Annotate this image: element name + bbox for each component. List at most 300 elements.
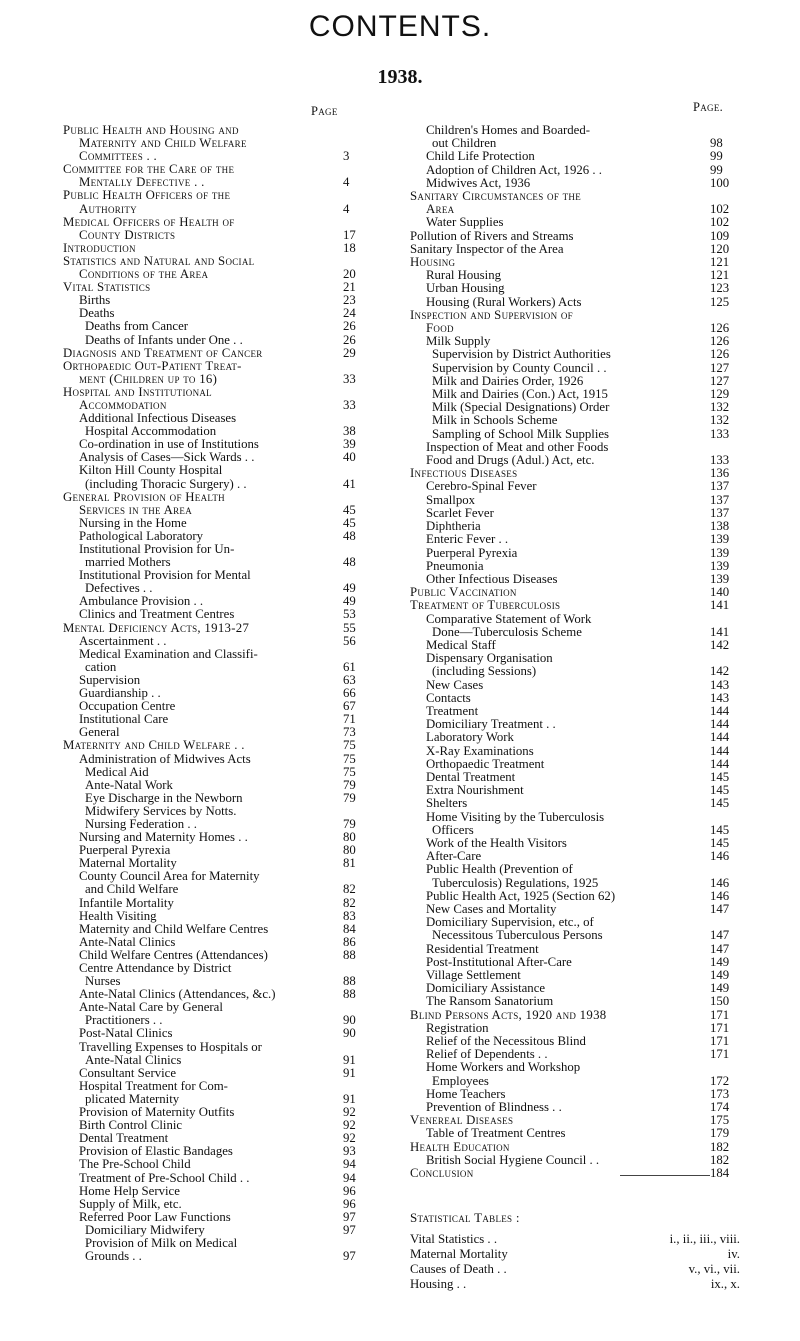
toc-entry — [410, 164, 740, 177]
toc-entry-page: 96 — [343, 1183, 356, 1198]
toc-entry-page: 150 — [710, 994, 730, 1009]
toc-entry-page: 81 — [343, 856, 356, 871]
toc-entry-page: 92 — [343, 1131, 356, 1146]
toc-entry-page: 102 — [710, 215, 730, 230]
toc-entry-title: Conclusion — [410, 1166, 474, 1181]
toc-entry — [63, 478, 373, 491]
toc-entry — [63, 360, 373, 373]
toc-entry-page: 146 — [710, 875, 730, 890]
toc-entry — [63, 203, 373, 216]
toc-entry-page: 90 — [343, 1013, 356, 1028]
toc-entry-page: 56 — [343, 633, 356, 648]
toc-entry-title: Venereal Diseases — [410, 1113, 514, 1128]
toc-entry-title: Rural Housing — [426, 268, 502, 283]
toc-entry-title: Orthopaedic Treatment — [426, 756, 545, 771]
toc-entry-title: Puerperal Pyrexia — [79, 843, 171, 858]
toc-entry-title: Committee for the Care of the — [63, 162, 235, 177]
toc-entry-title: X-Ray Examinations — [426, 743, 534, 758]
toc-entry — [410, 243, 740, 256]
toc-entry — [63, 1027, 373, 1040]
toc-entry-page: 147 — [710, 928, 730, 943]
toc-entry-title: Child Welfare Centres (Attendances) — [79, 947, 268, 962]
toc-entry-page: 29 — [343, 345, 356, 360]
toc-entry-title: Travelling Expenses to Hospitals or — [79, 1039, 262, 1054]
toc-entry — [63, 229, 373, 242]
toc-entry-title: Housing — [410, 255, 456, 270]
toc-entry-title: Inspection of Meat and other Foods — [426, 439, 609, 454]
toc-entry-page: 98 — [710, 136, 723, 151]
toc-entry-page: 49 — [343, 581, 356, 596]
toc-entry-title: After-Care — [426, 849, 482, 864]
toc-entry-page: 91 — [343, 1065, 356, 1080]
toc-entry-title: Food — [426, 321, 454, 336]
toc-entry-title: Public Vaccination — [410, 585, 517, 600]
toc-entry-title: Vital Statistics — [63, 280, 151, 295]
toc-entry-page: 26 — [343, 332, 356, 347]
toc-entry-page: 126 — [710, 347, 730, 362]
toc-entry-title: (including Sessions) — [432, 664, 537, 679]
toc-entry-page: 141 — [710, 624, 730, 639]
toc-entry-title: Scarlet Fever — [426, 505, 494, 520]
toc-entry-title: Guardianship . . — [79, 686, 161, 701]
toc-entry-title: Institutional Provision for Un- — [79, 542, 235, 556]
toc-entry — [63, 464, 373, 477]
toc-entry-page: 182 — [710, 1152, 730, 1167]
toc-entry-title: Deaths from Cancer — [85, 319, 189, 334]
toc-entry-page: 71 — [343, 712, 356, 727]
toc-entry — [63, 792, 373, 805]
toc-entry-page: 145 — [710, 835, 730, 850]
toc-entry-title: Maternity and Child Welfare Centres — [79, 921, 269, 936]
toc-entry — [63, 622, 373, 635]
toc-entry-page: 144 — [710, 703, 730, 718]
toc-entry-title: Dental Treatment — [426, 769, 516, 784]
toc-entry-page: 49 — [343, 594, 356, 609]
toc-entry-page: 145 — [710, 783, 730, 798]
toc-entry-page: 137 — [710, 492, 730, 507]
toc-entry-page: 33 — [343, 371, 356, 386]
stat-table-pages: iv. — [727, 1247, 740, 1261]
toc-entry-title: Provision of Maternity Outfits — [79, 1105, 235, 1120]
toc-entry-title: Shelters — [426, 796, 468, 811]
toc-entry — [410, 679, 740, 692]
toc-entry-title: Midwifery Services by Notts. — [85, 803, 237, 818]
toc-entry-page: 92 — [343, 1118, 356, 1133]
toc-entry — [63, 517, 373, 530]
contents-heading: CONTENTS. — [308, 10, 492, 43]
toc-entry-page: 97 — [343, 1249, 356, 1264]
toc-entry-page: 82 — [343, 882, 356, 897]
toc-entry-page: 83 — [343, 908, 356, 923]
toc-entry-title: Employees — [432, 1073, 489, 1088]
toc-entry — [63, 936, 373, 949]
toc-entry-title: Public Health (Prevention of — [426, 862, 573, 877]
toc-entry-title: Cerebro-Spinal Fever — [426, 479, 537, 494]
toc-entry — [63, 373, 373, 386]
toc-entry-title: Diagnosis and Treatment of Cancer — [63, 345, 263, 360]
toc-entry — [410, 533, 740, 546]
toc-entry-title: Analysis of Cases—Sick Wards . . — [79, 450, 255, 465]
toc-entry-title: Home Help Service — [79, 1183, 180, 1198]
toc-entry-page: 94 — [343, 1157, 356, 1172]
toc-entry — [63, 320, 373, 333]
toc-entry-title: Relief of the Necessitous Blind — [426, 1034, 586, 1049]
toc-entry-title: Grounds . . — [85, 1249, 142, 1264]
toc-entry-title: Maternal Mortality — [79, 856, 177, 871]
toc-entry-title: Ante-Natal Clinics — [85, 1052, 182, 1067]
toc-entry-title: Mentally Defective . . — [79, 175, 205, 190]
toc-entry-page: 88 — [343, 947, 356, 962]
toc-entry-title: Introduction — [63, 240, 136, 255]
toc-entry — [63, 779, 373, 792]
toc-entry-title: Nursing in the Home — [79, 515, 187, 530]
toc-entry-title: out Children — [432, 136, 497, 151]
toc-entry — [410, 613, 740, 626]
toc-entry-title: Necessitous Tuberculous Persons — [432, 928, 603, 943]
toc-entry-page: 55 — [343, 620, 356, 635]
toc-entry-title: Ante-Natal Care by General — [79, 1000, 223, 1015]
toc-entry-page: 138 — [710, 519, 730, 534]
toc-entry-page: 24 — [343, 306, 356, 321]
toc-entry-title: Conditions of the Area — [79, 267, 209, 282]
toc-entry-title: Public Health and Housing and — [63, 123, 239, 137]
toc-entry-page: 94 — [343, 1170, 356, 1185]
toc-entry-page: 136 — [710, 466, 730, 481]
toc-entry-title: Officers — [432, 822, 474, 837]
toc-entry — [410, 599, 740, 612]
toc-entry-title: Institutional Provision for Mental — [79, 568, 251, 583]
toc-entry-page: 40 — [343, 450, 356, 465]
toc-entry-title: Home Workers and Workshop — [426, 1060, 581, 1075]
toc-entry-page: 174 — [710, 1100, 730, 1115]
toc-entry-page: 84 — [343, 921, 356, 936]
toc-entry-page: 171 — [710, 1034, 730, 1049]
toc-entry — [63, 1211, 373, 1224]
toc-entry-title: Supervision by County Council . . — [432, 360, 607, 375]
toc-entry — [410, 1167, 740, 1180]
toc-entry-title: Diphtheria — [426, 519, 481, 534]
toc-entry-title: Maternity and Child Welfare . . — [63, 738, 245, 753]
toc-entry-title: Ante-Natal Clinics (Attendances, &c.) — [79, 987, 276, 1002]
toc-entry-title: Residential Treatment — [426, 941, 539, 956]
toc-entry-title: New Cases — [426, 677, 484, 692]
toc-entry — [63, 242, 373, 255]
toc-entry-page: 179 — [710, 1126, 730, 1141]
toc-entry-page: 20 — [343, 267, 356, 282]
toc-entry-page: 99 — [710, 162, 723, 177]
toc-entry — [410, 626, 740, 639]
toc-entry — [410, 797, 740, 810]
toc-entry — [63, 1067, 373, 1080]
toc-entry — [410, 216, 740, 229]
toc-entry-page: 141 — [710, 598, 730, 613]
toc-entry — [410, 943, 740, 956]
toc-entry-title: Domiciliary Midwifery — [85, 1222, 205, 1237]
toc-entry-page: 3 — [343, 149, 350, 164]
toc-entry — [410, 480, 740, 493]
toc-entry-page: 149 — [710, 981, 730, 996]
toc-entry-page: 126 — [710, 321, 730, 336]
toc-entry-title: Milk Supply — [426, 334, 491, 349]
toc-entry-page: 26 — [343, 319, 356, 334]
toc-entry-page: 173 — [710, 1086, 730, 1101]
stat-table-entry — [410, 1277, 740, 1292]
toc-entry-page: 144 — [710, 756, 730, 771]
toc-entry-title: General — [79, 725, 120, 740]
toc-entry-title: Extra Nourishment — [426, 783, 524, 798]
toc-entry-title: Domiciliary Supervision, etc., of — [426, 915, 594, 930]
stat-table-pages: i., ii., iii., viii. — [669, 1232, 740, 1246]
toc-entry — [410, 1009, 740, 1022]
toc-entry — [410, 995, 740, 1008]
statistical-tables-title: Statistical Tables : — [410, 1210, 520, 1225]
toc-entry — [63, 1198, 373, 1211]
toc-entry-title: Dispensary Organisation — [426, 651, 553, 666]
toc-entry-page: 97 — [343, 1222, 356, 1237]
toc-entry — [63, 923, 373, 936]
toc-entry-title: Child Life Protection — [426, 149, 535, 164]
toc-entry-title: Deaths of Infants under One . . — [85, 332, 243, 347]
toc-entry-title: Ambulance Provision . . — [79, 594, 204, 609]
toc-entry-page: 4 — [343, 201, 350, 216]
toc-entry-title: The Ransom Sanatorium — [426, 994, 554, 1009]
toc-entry-title: Nursing Federation . . — [85, 816, 197, 831]
toc-entry-page: 39 — [343, 437, 356, 452]
toc-entry — [63, 910, 373, 923]
toc-entry-title: Pathological Laboratory — [79, 528, 204, 543]
toc-entry — [63, 504, 373, 517]
toc-entry-title: Pollution of Rivers and Streams — [410, 228, 574, 243]
toc-entry-page: 144 — [710, 730, 730, 745]
toc-entry-title: Puerperal Pyrexia — [426, 545, 518, 560]
toc-entry-page: 144 — [710, 743, 730, 758]
toc-entry — [63, 753, 373, 766]
toc-entry-title: Comparative Statement of Work — [426, 611, 592, 626]
toc-entry-title: County Council Area for Maternity — [79, 869, 260, 884]
toc-entry — [410, 414, 740, 427]
toc-entry-title: Maternity and Child Welfare — [79, 136, 247, 151]
toc-entry-page: 139 — [710, 532, 730, 547]
toc-entry — [410, 309, 740, 322]
toc-entry-page: 182 — [710, 1139, 730, 1154]
toc-entry-title: Prevention of Blindness . . — [426, 1100, 562, 1115]
toc-entry-page: 23 — [343, 293, 356, 308]
toc-entry-page: 66 — [343, 686, 356, 701]
toc-entry-title: The Pre-School Child — [79, 1157, 191, 1172]
toc-entry-title: Milk (Special Designations) Order — [432, 400, 610, 415]
toc-entry-title: Water Supplies — [426, 215, 504, 230]
toc-entry-page: 97 — [343, 1209, 356, 1224]
toc-entry-page: 91 — [343, 1091, 356, 1106]
toc-entry-title: Ante-Natal Work — [85, 777, 173, 792]
toc-entry — [410, 348, 740, 361]
stat-table-title: Housing . . — [410, 1277, 467, 1291]
toc-entry-title: Provision of Milk on Medical — [85, 1235, 238, 1250]
toc-entry-page: 73 — [343, 725, 356, 740]
toc-entry-title: Referred Poor Law Functions — [79, 1209, 231, 1224]
toc-entry — [63, 1041, 373, 1054]
toc-entry-title: Health Visiting — [79, 908, 157, 923]
toc-entry-page: 88 — [343, 987, 356, 1002]
toc-entry — [63, 1054, 373, 1067]
toc-entry-page: 184 — [710, 1166, 730, 1181]
toc-entry-page: 143 — [710, 690, 730, 705]
toc-entry-page: 172 — [710, 1073, 730, 1088]
toc-entry-page: 96 — [343, 1196, 356, 1211]
toc-entry — [410, 863, 740, 876]
toc-entry-page: 144 — [710, 717, 730, 732]
toc-entry — [63, 805, 373, 818]
toc-entry — [410, 190, 740, 203]
right-page-label: Page. — [693, 100, 724, 114]
toc-entry-title: Smallpox — [426, 492, 476, 507]
toc-entry-title: New Cases and Mortality — [426, 901, 557, 916]
toc-entry-page: 102 — [710, 202, 730, 217]
toc-entry-page: 79 — [343, 790, 356, 805]
toc-entry — [63, 386, 373, 399]
toc-entry-page: 100 — [710, 175, 730, 190]
toc-entry-title: Relief of Dependents . . — [426, 1047, 548, 1062]
toc-entry-title: cation — [85, 659, 117, 674]
toc-entry-title: Enteric Fever . . — [426, 532, 509, 547]
toc-entry-page: 80 — [343, 830, 356, 845]
toc-entry-page: 143 — [710, 677, 730, 692]
toc-entry — [63, 608, 373, 621]
toc-entry-page: 41 — [343, 476, 356, 491]
toc-entry-title: Births — [79, 293, 111, 308]
stat-table-title: Maternal Mortality — [410, 1247, 508, 1261]
toc-entry-page: 48 — [343, 555, 356, 570]
toc-entry-title: Urban Housing — [426, 281, 505, 296]
toc-entry — [410, 150, 740, 163]
toc-entry-title: Contacts — [426, 690, 471, 705]
toc-entry-page: 99 — [710, 149, 723, 164]
toc-entry-page: 53 — [343, 607, 356, 622]
stat-table-title: Vital Statistics . . — [410, 1232, 498, 1246]
toc-entry-title: Dental Treatment — [79, 1131, 169, 1146]
toc-entry-page: 146 — [710, 888, 730, 903]
toc-entry — [63, 661, 373, 674]
toc-entry-page: 140 — [710, 585, 730, 600]
toc-entry-page: 121 — [710, 268, 730, 283]
toc-entry-page: 133 — [710, 426, 730, 441]
toc-entry-title: Supervision by District Authorities — [432, 347, 611, 362]
toc-entry — [63, 189, 373, 202]
toc-entry — [410, 362, 740, 375]
toc-entry-title: Committees . . — [79, 149, 158, 164]
toc-entry — [63, 897, 373, 910]
toc-entry-title: Eye Discharge in the Newborn — [85, 790, 243, 805]
toc-entry — [410, 1075, 740, 1088]
toc-entry — [63, 648, 373, 661]
toc-entry-title: Milk and Dairies Order, 1926 — [432, 373, 584, 388]
toc-entry-title: ment (Children up to 16) — [79, 371, 218, 386]
toc-entry-title: Blind Persons Acts, 1920 and 1938 — [410, 1007, 607, 1022]
toc-entry-page: 139 — [710, 558, 730, 573]
section-divider — [620, 1175, 710, 1176]
toc-entry-title: Area — [426, 202, 455, 217]
toc-entry-title: Health Education — [410, 1139, 510, 1154]
toc-entry-title: Nurses — [85, 974, 121, 989]
toc-entry-page: 21 — [343, 280, 356, 295]
toc-entry-title: Statistics and Natural and Social — [63, 253, 255, 268]
toc-entry-title: Inspection and Supervision of — [410, 307, 573, 322]
toc-entry — [63, 1185, 373, 1198]
toc-entry-title: British Social Hygiene Council . . — [426, 1152, 600, 1167]
toc-entry-page: 121 — [710, 255, 730, 270]
toc-entry — [410, 560, 740, 573]
toc-entry-page: 75 — [343, 751, 356, 766]
toc-entry-page: 171 — [710, 1007, 730, 1022]
toc-entry — [63, 347, 373, 360]
toc-entry — [410, 1061, 740, 1074]
toc-entry-page: 145 — [710, 796, 730, 811]
toc-entry-page: 120 — [710, 241, 730, 256]
toc-entry-title: Centre Attendance by District — [79, 961, 232, 975]
toc-entry-title: Administration of Midwives Acts — [79, 751, 251, 766]
toc-entry-title: Mental Deficiency Acts, 1913-27 — [63, 620, 250, 635]
toc-entry-page: 45 — [343, 502, 356, 517]
toc-entry-page: 145 — [710, 822, 730, 837]
toc-entry-title: Food and Drugs (Adul.) Act, etc. — [426, 453, 595, 468]
toc-entry-page: 133 — [710, 453, 730, 468]
left-page-label: Page — [311, 104, 338, 118]
toc-entry-page: 61 — [343, 659, 356, 674]
toc-entry-title: Authority — [79, 201, 137, 216]
toc-entry-title: Laboratory Work — [426, 730, 514, 745]
toc-entry-title: Home Teachers — [426, 1086, 506, 1101]
toc-entry-title: Milk and Dairies (Con.) Act, 1915 — [432, 387, 608, 402]
toc-entry-title: Post-Natal Clinics — [79, 1026, 173, 1041]
toc-entry-title: Hospital and Institutional — [63, 384, 212, 399]
toc-entry-title: Registration — [426, 1020, 489, 1035]
toc-entry-page: 88 — [343, 974, 356, 989]
toc-entry-page: 171 — [710, 1020, 730, 1035]
toc-entry-page: 79 — [343, 777, 356, 792]
toc-entry-page: 86 — [343, 934, 356, 949]
toc-entry-title: Medical Staff — [426, 637, 496, 652]
stat-table-entry — [410, 1247, 740, 1262]
toc-entry-page: 18 — [343, 240, 356, 255]
toc-entry — [63, 766, 373, 779]
stat-table-pages: ix., x. — [710, 1277, 740, 1291]
toc-entry-page: 142 — [710, 637, 730, 652]
toc-entry-page: 145 — [710, 769, 730, 784]
toc-entry-title: Practitioners . . — [85, 1013, 163, 1028]
toc-entry-title: Home Visiting by the Tuberculosis — [426, 809, 605, 824]
toc-entry-page: 75 — [343, 738, 356, 753]
toc-entry-page: 38 — [343, 424, 356, 439]
toc-entry-title: Institutional Care — [79, 712, 169, 727]
toc-entry-page: 129 — [710, 387, 730, 402]
toc-entry-page: 125 — [710, 294, 730, 309]
toc-entry-page: 139 — [710, 571, 730, 586]
toc-entry — [63, 1158, 373, 1171]
toc-entry-page: 132 — [710, 400, 730, 415]
toc-entry-title: Public Health Officers of the — [63, 188, 231, 203]
toc-entry-title: Nursing and Maternity Homes . . — [79, 830, 248, 845]
toc-entry-title: Orthopaedic Out-Patient Treat- — [63, 358, 242, 373]
toc-entry-page: 67 — [343, 699, 356, 714]
toc-entry — [410, 890, 740, 903]
toc-entry-page: 146 — [710, 849, 730, 864]
stat-table-entry — [410, 1232, 740, 1247]
toc-entry — [410, 665, 740, 678]
toc-entry-title: Services in the Area — [79, 502, 193, 517]
toc-entry — [410, 758, 740, 771]
toc-entry-title: Milk in Schools Scheme — [432, 413, 558, 428]
toc-entry-title: Additional Infectious Diseases — [79, 411, 237, 426]
